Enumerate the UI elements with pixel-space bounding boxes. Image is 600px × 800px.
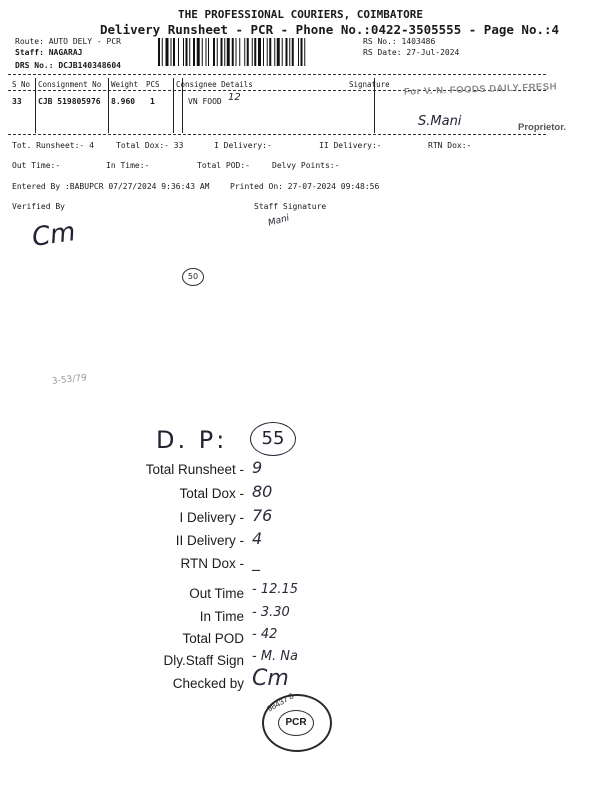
stamp-label: In Time [199, 609, 244, 624]
total-pod: Total POD:- [197, 161, 250, 170]
barcode-bar [221, 38, 223, 66]
stamp-value: 9 [252, 458, 263, 477]
col-divider [182, 78, 183, 133]
barcode-bar [304, 38, 305, 66]
stamp-label: Out Time [189, 586, 244, 601]
barcode-bar [162, 38, 163, 66]
barcode-bar [158, 38, 160, 66]
receiver-stamp-text: For V. N. FOODS DAILY FRESH [403, 81, 558, 98]
barcode-bar [232, 38, 234, 66]
barcode-bar [213, 38, 215, 66]
col-weight: Weight [111, 80, 139, 89]
barcode-bar [166, 38, 169, 66]
out-time: Out Time:- [12, 161, 61, 170]
verified-signature: Cm [30, 217, 78, 253]
pcr-seal [262, 691, 332, 752]
col-divider [173, 78, 174, 133]
col-divider [108, 78, 109, 133]
stamp-label: I Delivery - [179, 510, 244, 525]
row-consignee: VN FOOD [188, 97, 222, 106]
receiver-role: Proprietor. [518, 122, 567, 133]
barcode-bar [263, 38, 264, 66]
stamp-value: 4 [252, 529, 263, 548]
stamp-label: Dly.Staff Sign [163, 653, 244, 668]
barcode-bar [258, 38, 261, 66]
table-bottom-rule [8, 134, 546, 135]
row-sno: 33 [12, 97, 22, 106]
barcode-bar [206, 38, 207, 66]
barcode-bar [202, 38, 203, 66]
row-weight: 8.960 [111, 97, 136, 106]
barcode-bar [239, 38, 240, 66]
barcode-bar [217, 38, 218, 66]
barcode-bar [227, 38, 230, 66]
barcode-bar [269, 38, 271, 66]
stamp-label: RTN Dox - [180, 556, 244, 571]
stamp-value: - 3.30 [252, 605, 290, 620]
col-divider [374, 78, 375, 133]
col-consignee: Consignee Details [176, 80, 253, 89]
stamp-value: 80 [252, 482, 273, 501]
company-title: THE PROFESSIONAL COURIERS, COIMBATORE [178, 8, 424, 21]
barcode-bar [224, 38, 225, 66]
stamp-label: Total Runsheet - [145, 462, 244, 477]
stamp-label: Total POD [182, 631, 244, 646]
barcode-bar [289, 38, 290, 66]
barcode-bar [274, 38, 275, 66]
col-signature: Signature [349, 80, 390, 89]
runsheet-title: Delivery Runsheet - PCR - Phone No.:0422-3505555 - Page No.:4 [100, 22, 560, 37]
total-dox: Total Dox:- 33 [116, 141, 184, 150]
rs-no-line: RS No.: 1403486 [363, 37, 436, 46]
barcode-bar [277, 38, 280, 66]
dp-label: D. P: [156, 426, 228, 454]
stamp-label: Checked by [172, 676, 244, 691]
row-pcs: 1 [150, 97, 155, 106]
route-line: Route: AUTO DELY - PCR [15, 37, 121, 46]
entered-by: Entered By :BABUPCR 07/27/2024 9:36:43 AM [12, 182, 210, 191]
printed-on: Printed On: 27-07-2024 09:48:56 [230, 182, 380, 191]
row-annotation: 12 [228, 92, 241, 103]
stamp-label: II Delivery - [175, 533, 244, 548]
col-consignment: Consignment No [38, 80, 102, 89]
staff-signature-label: Staff Signature [254, 202, 327, 211]
staff-handwritten-signature: Mani [267, 213, 291, 229]
seal-center: PCR [278, 710, 314, 736]
barcode-bar [186, 38, 188, 66]
row-consignment: CJB 519805976 [38, 97, 101, 106]
stamp-value: _ [252, 552, 260, 571]
col-sno: S No [12, 80, 31, 89]
stamp-value: Cm [252, 666, 289, 691]
barcode-bar [208, 38, 209, 66]
col-divider [35, 78, 36, 133]
dp-value: 55 [261, 428, 285, 449]
barcode-bar [183, 38, 184, 66]
stamp-label: Total Dox - [179, 486, 244, 501]
ii-delivery: II Delivery:- [319, 141, 382, 150]
col-pcs: PCS [146, 80, 160, 89]
barcode-bar [286, 38, 288, 66]
barcode-bar [292, 38, 294, 66]
barcode-bar [282, 38, 283, 66]
tot-runsheet: Tot. Runsheet:- 4 [12, 141, 94, 150]
seal-ring-text: 98437 8 [265, 691, 296, 714]
dp-circle [250, 422, 296, 456]
circled-mark: 50 [182, 268, 204, 286]
barcode-bar [254, 38, 256, 66]
barcode-bar [298, 38, 299, 66]
stamp-value: 76 [252, 506, 273, 525]
barcode-bar [236, 38, 237, 66]
delvy-points: Delvy Points:- [272, 161, 340, 170]
barcode-bar [247, 38, 249, 66]
staff-line: Staff: NAGARAJ [15, 48, 83, 57]
table-top-rule [8, 74, 546, 75]
barcode-bar [267, 38, 268, 66]
barcode-bar [301, 38, 303, 66]
barcode-bar [178, 38, 179, 66]
barcode-bar [173, 38, 175, 66]
barcode [158, 38, 358, 66]
i-delivery: I Delivery:- [214, 141, 272, 150]
barcode-bar [252, 38, 253, 66]
rtn-dox: RTN Dox:- [428, 141, 472, 150]
rs-date-line: RS Date: 27-Jul-2024 [363, 48, 460, 57]
stamp-value: - 12.15 [252, 582, 299, 597]
receiver-signature: S.Mani [418, 114, 462, 129]
side-note: 3-53/79 [51, 373, 88, 387]
verified-by-label: Verified By [12, 202, 65, 211]
drs-line: DRS No.: DCJB140348604 [15, 61, 121, 70]
barcode-bar [244, 38, 245, 66]
stamp-value: - M. Na [252, 649, 298, 664]
in-time: In Time:- [106, 161, 150, 170]
stamp-value: - 42 [252, 627, 278, 642]
barcode-bar [171, 38, 172, 66]
barcode-bar [189, 38, 190, 66]
barcode-bar [197, 38, 200, 66]
barcode-bar [193, 38, 195, 66]
